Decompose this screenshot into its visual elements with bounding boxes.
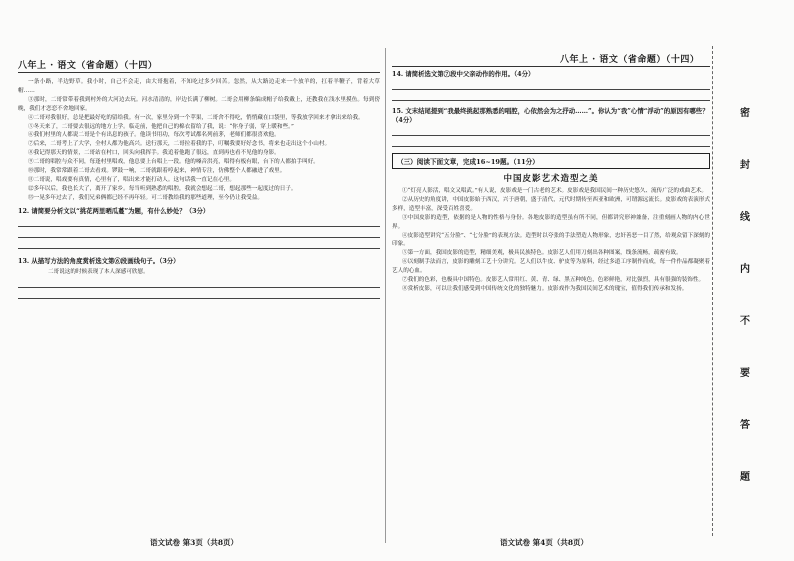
article-title: 中国皮影艺术造型之美: [503, 174, 599, 184]
question-13: 13. 从描写方法的角度赏析选文第⑥段画线句子。（3分）: [18, 256, 180, 265]
answer-line[interactable]: [392, 146, 710, 147]
answer-line[interactable]: [392, 100, 710, 101]
right-paragraph-4: ④皮影造型讲究“五分脸”、“七分脸”的表现方法。造型时以夸张的手法塑造人物形象，忠奸善恶一目了然，给观众留下深刻的印象。: [392, 232, 710, 248]
seal-char: 封: [740, 160, 750, 171]
right-paragraph-5: ⑤第一方面，我国皮影的造型，精细美观，极具民族特色。皮影艺人们用刀刻出各种图案，线条流畅，疏密有致。: [402, 250, 682, 257]
left-paragraph-13: ⑬一晃多年过去了，我们兄弟俩都已经不再年轻。可二哥教给我的那些道理，至今仍让我受益。: [28, 194, 263, 201]
seal-char: 线: [740, 212, 750, 223]
left-paragraph-5: ⑤冬天来了，二哥要去很远的地方上学。临走前，他把自己的棉衣留给了我，说：“你身子弱，穿上暖和些。”: [28, 123, 294, 130]
right-paragraph-6: ⑥以刻制手法而言，皮影的雕刻工艺十分讲究。艺人们以牛皮、驴皮等为原料，经过多道工序制作而成，每一件作品都凝聚着艺人的心血。: [392, 259, 710, 275]
left-header-rule: [18, 72, 380, 73]
seal-char: 题: [740, 472, 750, 483]
left-paragraph-2: 一条小路，半边野草。我小时，自己不会走，由大哥抱着，不知吃过多少回苦。忽然，从大路边走来一个放羊的，扛着羊鞭子，背着大草帽……: [18, 79, 380, 94]
right-paragraph-1: ①“灯亮人影活，唱文又唱武。”有人说，皮影戏是一门古老的艺术。皮影戏是我国民间一种历史悠久、流传广泛的戏曲艺术。: [402, 188, 707, 194]
left-page-body: [18, 78, 380, 538]
left-paragraph-3: ③那时，二哥常带着我到村外的大河边去玩。河水清清的，岸边长满了柳树。二哥会用柳条编成帽子给我戴上，还教我在浅水里摸鱼。每到傍晚，我们才恋恋不舍地回家。: [18, 96, 380, 112]
left-paragraph-10: ⑩那时，我常常跟着二哥去看戏。锣鼓一响，二哥就跟着哼起来，神情专注，仿佛整个人都融进了戏里。: [28, 168, 286, 175]
seal-char: 答: [740, 420, 750, 431]
question-12: 12. 请简要分析文以“挑花两里晒瓜蔓”为题，有什么妙处？（3分）: [18, 206, 210, 215]
seal-char: 要: [740, 368, 750, 379]
page-divider: [385, 48, 386, 543]
answer-line[interactable]: [18, 237, 380, 238]
answer-line[interactable]: [18, 298, 380, 299]
section-box: [392, 153, 710, 169]
left-paragraph-7: ⑦后来，二哥考上了大学，全村人都为他高兴。送行那天，二哥拉着我的手，叮嘱我要好好念书，将来也走出这个小山村。: [28, 141, 331, 148]
left-paragraph-9: ⑨二哥的唱腔与众不同，每逢村里唱戏，他总要上台唱上一段。他的嗓音洪亮，唱得有板有眼，台下的人都拍手叫好。: [28, 159, 319, 166]
answer-line[interactable]: [18, 226, 380, 227]
right-paragraph-3: ③中国皮影的造型，依据的是人物的性格与身份。各地皮影的造型虽有所不同，但都讲究形神兼备，注重刻画人物的内心世界。: [392, 214, 710, 230]
right-page-body: [392, 70, 710, 535]
left-paragraph-6: ⑥我们村里的人都说二哥是个有出息的孩子。他读书用功，每次考试都名列前茅，老师们都很喜欢他。: [28, 132, 280, 139]
right-paragraph-2: ②从历史的角度讲，中国皮影始于西汉，兴于唐朝，盛于清代，元代时期传至西亚和欧洲，可谓源远流长。皮影戏的表演形式多样，造型丰富，深受百姓喜爱。: [392, 196, 710, 212]
question-13-quote: 二哥说这的时候表现了本人深感可欣慰。: [48, 268, 149, 275]
left-page-footer: 语文试卷 第3页（共8页）: [150, 538, 239, 547]
left-paragraph-12: ⑫多年以后，我也长大了，离开了家乡。每当听到熟悉的唱腔，我就会想起二哥，想起那些一起度过的日子。: [28, 185, 297, 192]
right-page-footer: 语文试卷 第4页（共8页）: [500, 538, 589, 547]
section-title: （三）阅读下面文章，完成16~19题。（11分）: [397, 158, 539, 166]
answer-line[interactable]: [18, 248, 380, 249]
answer-line[interactable]: [18, 287, 380, 288]
left-page-header: 八年上 · 语文（省命题）（十四）: [18, 61, 158, 71]
seal-line: [712, 46, 714, 536]
question-14: 14. 请简析选文第⑦段中父亲动作的作用。（4分）: [392, 70, 535, 78]
answer-line[interactable]: [392, 89, 710, 90]
left-paragraph-4: ④二哥对我很好，总是把最好吃的留给我。有一次，家里分到一个苹果，二哥舍不得吃，悄悄藏在口袋里，等我放学回来才拿出来给我。: [28, 114, 364, 121]
right-paragraph-7: ⑦我们的色彩，也极具中国特色。皮影艺人常用红、黄、青、绿、黑五种纯色，色彩鲜艳，对比强烈，具有很强的装饰性。: [402, 277, 705, 284]
left-paragraph-8: ⑧我记得那天的情景，二哥站在村口，回头向我挥手。我追着他跑了很远，直到再也看不见他的身影。: [28, 150, 280, 157]
seal-char: 内: [740, 264, 750, 275]
question-15: 15. 文末结尾提到“我最终挑起那熟悉的唱腔，心依然会为之抒动……”。你认为“我”心情“浮动”的原因有哪些？（4分）: [392, 107, 709, 124]
right-page-header: 八年上 · 语文（省命题）（十四）: [560, 55, 700, 65]
seal-char: 密: [740, 108, 750, 119]
answer-line[interactable]: [392, 135, 710, 136]
seal-char: 不: [740, 316, 750, 327]
right-header-rule: [392, 66, 710, 67]
right-paragraph-8: ⑧赏析皮影，可以让我们感受到中国传统文化的独特魅力。皮影戏作为我国民间艺术的瑰宝，值得我们传承和发扬。: [402, 285, 688, 292]
left-paragraph-11: ⑪二哥说，唱戏要有真情，心里有了，唱出来才能打动人。这句话我一直记在心里。: [28, 176, 235, 183]
